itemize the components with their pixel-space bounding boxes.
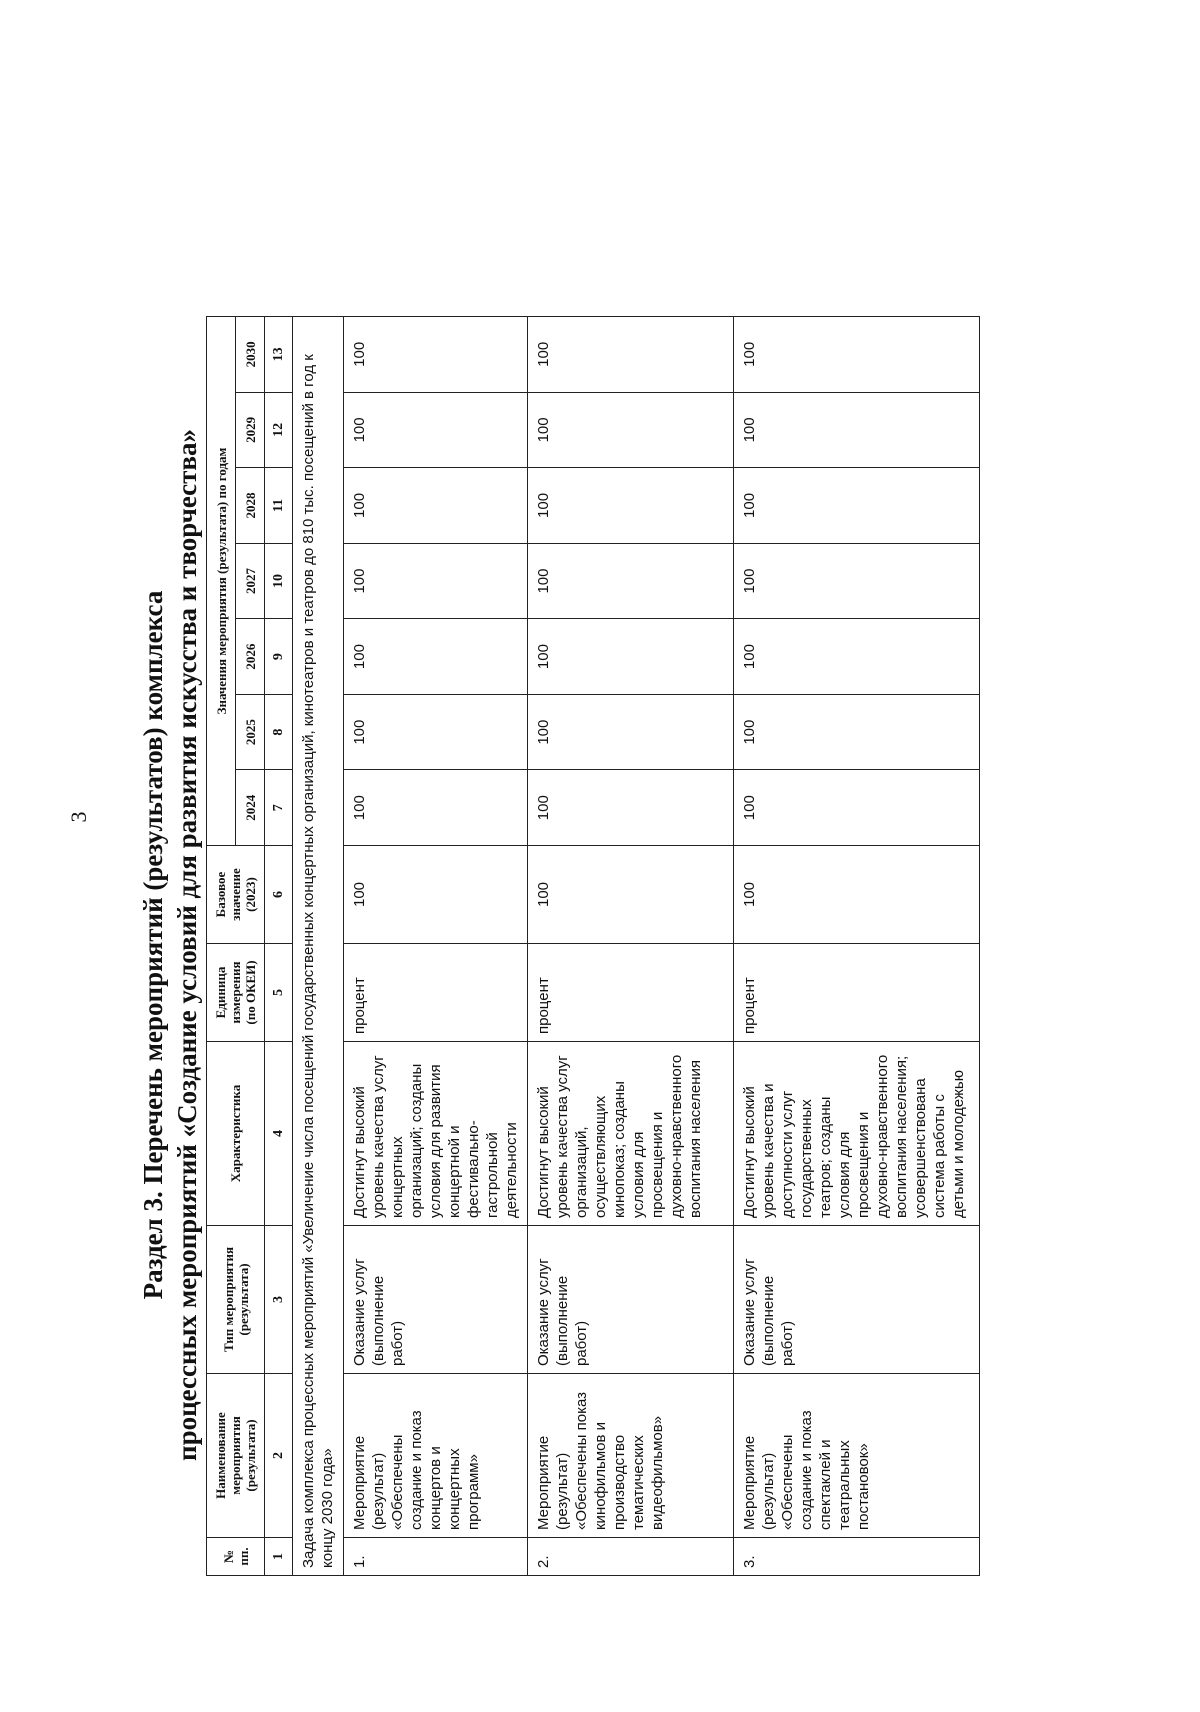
header-values-group: Значения мероприятия (результата) по годам	[207, 317, 236, 846]
row-type: Оказание услуг (выполнение работ)	[528, 1226, 734, 1374]
row-value: 100	[734, 543, 980, 619]
row-value: 100	[528, 392, 734, 468]
row-type: Оказание услуг (выполнение работ)	[734, 1226, 980, 1374]
column-number: 12	[265, 392, 293, 468]
row-value: 100	[344, 770, 528, 846]
column-number: 13	[265, 317, 293, 393]
column-number: 3	[265, 1226, 293, 1374]
column-number: 7	[265, 770, 293, 846]
column-number: 10	[265, 543, 293, 619]
page-number: 3	[66, 811, 91, 823]
task-text: Задача комплекса процессных мероприятий «Увеличение числа посещений государственных концертных организаций, кинотеатров и театров до 810 тыс. посещений в год к концу 2030 года»	[293, 317, 344, 1576]
row-value: 100	[734, 694, 980, 770]
column-number: 5	[265, 944, 293, 1042]
row-num: 1.	[344, 1538, 528, 1576]
section-title-line-2: процессных мероприятий «Создание условий для развития искусства и творчества»	[172, 429, 202, 1461]
row-base: 100	[528, 846, 734, 944]
row-value: 100	[734, 770, 980, 846]
row-num: 3.	[734, 1538, 980, 1576]
row-base: 100	[734, 846, 980, 944]
row-unit: процент	[528, 944, 734, 1042]
column-number: 11	[265, 468, 293, 544]
row-value: 100	[344, 694, 528, 770]
row-unit: процент	[344, 944, 528, 1042]
row-characteristic: Достигнут высокий уровень качества услуг концертных организаций; созданы условия для развития концертной и фестивально-гастрольной деятельности	[344, 1042, 528, 1226]
row-value: 100	[734, 392, 980, 468]
table-row	[528, 317, 734, 1576]
column-number: 9	[265, 619, 293, 695]
row-value: 100	[344, 317, 528, 393]
header-year: 2026	[236, 619, 265, 695]
row-value: 100	[528, 694, 734, 770]
row-num: 2.	[528, 1538, 734, 1576]
row-value: 100	[528, 619, 734, 695]
row-type: Оказание услуг (выполнение работ)	[344, 1226, 528, 1374]
row-name: Мероприятие (результат) «Обеспечены создание и показ концертов и концертных программ»	[344, 1374, 528, 1538]
header-num: № пп.	[207, 1538, 265, 1576]
column-number: 4	[265, 1042, 293, 1226]
header-year: 2025	[236, 694, 265, 770]
row-value: 100	[528, 770, 734, 846]
column-number: 8	[265, 694, 293, 770]
header-name: Наименование мероприятия (результата)	[207, 1374, 265, 1538]
task-row	[293, 317, 344, 1576]
row-value: 100	[344, 543, 528, 619]
header-characteristic: Характеристика	[207, 1042, 265, 1226]
row-unit: процент	[734, 944, 980, 1042]
rotated-page-content	[136, 250, 1166, 1640]
row-value: 100	[734, 317, 980, 393]
column-number-row	[265, 317, 293, 1576]
row-value: 100	[344, 468, 528, 544]
table-row	[344, 317, 528, 1576]
row-characteristic: Достигнут высокий уровень качества услуг организаций, осуществляющих кинопоказ; созданы условия для просвещения и духовно-нравственного воспитания населения	[528, 1042, 734, 1226]
row-characteristic: Достигнут высокий уровень качества и доступности услуг государственных театров; созданы условия для просвещения и духовно-нравственного воспитания населения; усовершенствована система работы с детьми и молодежью	[734, 1042, 980, 1226]
column-number: 6	[265, 846, 293, 944]
row-value: 100	[528, 468, 734, 544]
column-number: 2	[265, 1374, 293, 1538]
row-value: 100	[734, 619, 980, 695]
activities-table	[206, 316, 980, 1576]
row-value: 100	[344, 619, 528, 695]
section-title	[136, 250, 204, 1640]
header-unit: Единица измерения (по ОКЕИ)	[207, 944, 265, 1042]
section-title-line-1: Раздел 3. Перечень мероприятий (результатов) комплекса	[138, 590, 168, 1300]
row-base: 100	[344, 846, 528, 944]
header-year: 2030	[236, 317, 265, 393]
row-name: Мероприятие (результат) «Обеспечены создание и показ спектаклей и театральных постановок»	[734, 1374, 980, 1538]
header-year: 2029	[236, 392, 265, 468]
table-row	[734, 317, 980, 1576]
row-value: 100	[528, 317, 734, 393]
row-value: 100	[344, 392, 528, 468]
header-year: 2028	[236, 468, 265, 544]
header-year: 2027	[236, 543, 265, 619]
header-year: 2024	[236, 770, 265, 846]
row-value: 100	[734, 468, 980, 544]
header-type: Тип мероприятия (результата)	[207, 1226, 265, 1374]
header-base: Базовое значение (2023)	[207, 846, 265, 944]
header-row	[207, 317, 236, 1576]
row-value: 100	[528, 543, 734, 619]
row-name: Мероприятие (результат) «Обеспечены показ кинофильмов и производство тематических видеофильмов»	[528, 1374, 734, 1538]
column-number: 1	[265, 1538, 293, 1576]
